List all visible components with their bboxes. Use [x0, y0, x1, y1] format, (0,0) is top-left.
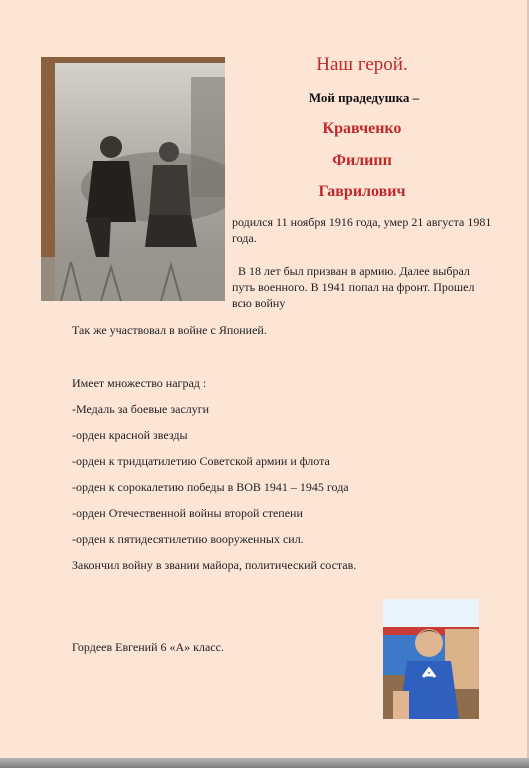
- bio-service: В 18 лет был призван в армию. Далее выбрал путь военного. В 1941 попал на фронт. Прошел всю войну: [232, 264, 475, 310]
- award-item: -орден к тридцатилетию Советской армии и флота: [72, 454, 330, 468]
- award-item: -орден красной звезды: [72, 428, 188, 442]
- student-photo: [383, 599, 479, 719]
- subtitle: Мой прадедушка –: [308, 90, 420, 105]
- award-item: -орден к пятидесятилетию вооруженных сил.: [72, 532, 304, 546]
- hero-first-name: Филипп: [332, 152, 392, 169]
- war-ending: Закончил войну в звании майора, политический состав.: [72, 558, 357, 572]
- bio-japan: Так же участвовал в войне с Японией.: [72, 323, 267, 337]
- bottom-edge: [0, 758, 529, 768]
- awards-intro: Имеет множество наград :: [72, 376, 207, 390]
- award-item: -орден к сорокалетию победы в ВОВ 1941 – 1945 года: [72, 480, 349, 494]
- hero-surname: Кравченко: [322, 120, 402, 137]
- hero-patronymic: Гаврилович: [318, 183, 406, 200]
- vintage-soldiers-photo: [41, 57, 225, 301]
- award-item: -Медаль за боевые заслуги: [72, 402, 210, 416]
- page-title: Наш герой.: [316, 54, 408, 75]
- author-signature: Гордеев Евгений 6 «А» класс.: [72, 640, 224, 654]
- award-item: -орден Отечественной войны второй степени: [72, 506, 303, 520]
- bio-birth: родился 11 ноября 1916 года, умер 21 августа 1981 года.: [232, 215, 492, 245]
